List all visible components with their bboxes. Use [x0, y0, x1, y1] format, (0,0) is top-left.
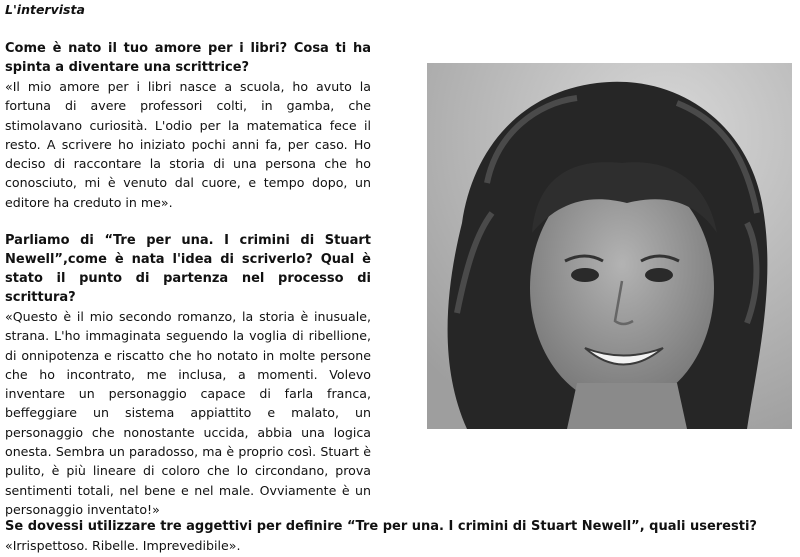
interview-item-2: [5, 231, 371, 519]
question-3: Se dovessi utilizzare tre aggettivi per definire “Tre per una. I crimini di Stuart Newell”, quali useresti?: [5, 519, 757, 534]
author-portrait-photo: [427, 63, 792, 429]
question-2: Parliamo di “Tre per una. I crimini di Stuart Newell”,come è nata l'idea di scriverlo? Qual è stato il punto di partenza nel processo di scrittura?: [5, 233, 371, 305]
answer-2: «Questo è il mio secondo romanzo, la storia è inusuale, strana. L'ho immaginata seguendo la voglia di ribellione, di onnipotenza e riscatto che ho notato in molte persone che ho incontrato, me inclusa, a momenti. Volevo inventare un personaggio capace di farla franca, beffeggiare un sistema appiattito e malato, un personaggio che nonostante uccida, abbia una logica onesta. Sembra un paradosso, ma è proprio così. Stuart è pulito, è più lineare di coloro che lo circondano, prova sentimenti totali, nel bene e nel male. Ovviamente è un personaggio inventato!»: [5, 309, 371, 517]
interview-item-3: [5, 517, 795, 555]
section-label: L'intervista: [5, 2, 85, 17]
interview-item-1: [5, 39, 371, 212]
question-1: Come è nato il tuo amore per i libri? Cosa ti ha spinta a diventare una scrittrice?: [5, 41, 371, 75]
answer-3: «Irrispettoso. Ribelle. Imprevedibile».: [5, 538, 241, 553]
answer-1: «Il mio amore per i libri nasce a scuola, ho avuto la fortuna di avere professori colti, in gamba, che stimolavano curiosità. L'odio per la matematica fece il resto. A scrivere ho iniziato pochi anni fa, per caso. Ho deciso di raccontare la storia di una persona che ho conosciuto, mi è venuto dal cuore, e tempo dopo, un editore ha creduto in me».: [5, 79, 371, 210]
